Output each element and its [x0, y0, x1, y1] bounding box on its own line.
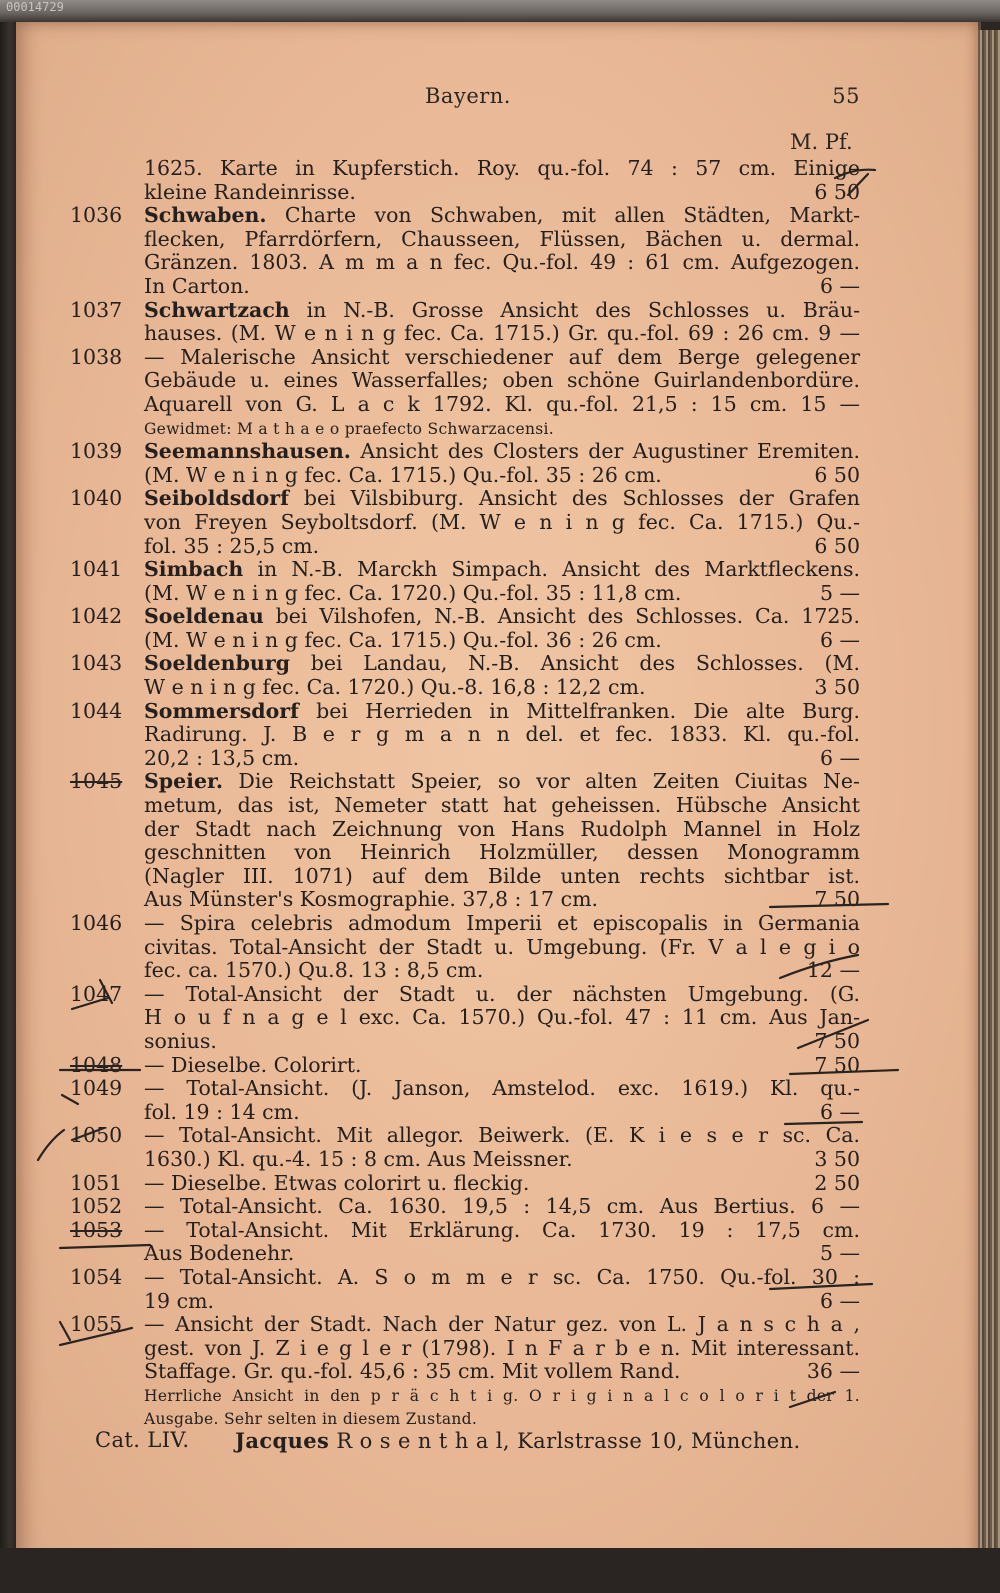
catalogue-line	[70, 912, 860, 936]
lot-description	[144, 794, 860, 818]
lot-description	[144, 275, 780, 299]
catalogue-line	[70, 204, 860, 228]
lot-description	[144, 959, 780, 983]
catalogue-line	[70, 700, 860, 724]
catalogue-line	[70, 487, 860, 511]
lot-description	[144, 1172, 780, 1196]
lot-text: 19 cm.	[144, 1288, 215, 1313]
lot-number: 1051	[70, 1170, 123, 1195]
lot-place-name: Soeldenburg	[144, 651, 290, 676]
catalogue-line	[70, 1030, 860, 1054]
catalogue-line	[70, 464, 860, 488]
lot-description	[144, 464, 780, 488]
lot-text: — Dieselbe. Colorirt.	[144, 1052, 362, 1077]
catalogue-line	[70, 393, 860, 417]
lot-number: 1042	[70, 604, 123, 629]
lot-price: 2 50	[814, 1170, 860, 1195]
lot-number: 1047	[70, 981, 123, 1006]
lot-text: sonius.	[144, 1028, 217, 1053]
catalogue-line	[70, 1195, 860, 1219]
catalogue-line	[70, 841, 860, 865]
catalogue-line	[70, 818, 860, 842]
catalogue-line	[70, 1360, 860, 1384]
lot-text: kleine Randeinrisse.	[144, 179, 356, 204]
lot-number: 1040	[70, 486, 123, 511]
lot-description	[144, 1337, 860, 1361]
catalogue-line	[70, 440, 860, 464]
lot-description	[144, 605, 860, 629]
lot-text: H o u f n a g e l exc. Ca. 1570.) Qu.-fol. 47 : 11 cm. Aus Jan-	[144, 1005, 860, 1030]
lot-description	[144, 1313, 860, 1337]
lot-price: 6 —	[819, 273, 860, 298]
catalogue-line	[70, 1266, 860, 1290]
lot-text: Gebäude u. eines Wasserfalles; oben schöne Guirlandenbordüre.	[144, 368, 860, 393]
catalogue-line	[70, 983, 860, 1007]
lot-text: Gränzen. 1803. A m m a n fec. Qu.-fol. 49 : 61 cm. Aufgezogen.	[144, 250, 860, 275]
catalogue-line	[70, 770, 860, 794]
lot-description	[144, 747, 780, 771]
lot-text: Gewidmet: M a t h a e o praefecto Schwarzacensi.	[144, 419, 555, 438]
lot-place-name: Simbach	[144, 557, 244, 582]
lot-text: in N.-B. Grosse Ansicht des Schlosses u. Bräu-	[289, 297, 860, 322]
lot-number: 1048	[70, 1052, 123, 1077]
lot-text: — Total-Ansicht. Ca. 1630. 19,5 : 14,5 cm. Aus Bertius. 6 —	[144, 1194, 860, 1219]
lot-description	[144, 983, 860, 1007]
catalogue-line	[70, 1313, 860, 1337]
lot-place-name: Speier.	[144, 769, 224, 794]
lot-text: — Ansicht der Stadt. Nach der Natur gez. von L. J a n s c h a ,	[144, 1312, 860, 1337]
lot-number: 1049	[70, 1076, 123, 1101]
lot-price: 6 50	[814, 462, 860, 487]
lot-description	[144, 888, 780, 912]
lot-place-name: Schwaben.	[144, 203, 267, 228]
lot-text: hauses. (M. W e n i n g fec. Ca. 1715.) Gr. qu.-fol. 69 : 26 cm. 9 —	[144, 321, 860, 346]
catalogue-line	[70, 605, 860, 629]
lot-price: 36 —	[806, 1359, 860, 1384]
lot-description	[144, 582, 780, 606]
lot-description	[144, 1195, 860, 1219]
lot-number: 1045	[70, 769, 123, 794]
lot-price: 6 —	[819, 1099, 860, 1124]
lot-description	[144, 1054, 780, 1078]
lot-description	[144, 1384, 860, 1409]
catalogue-line	[70, 275, 860, 299]
lot-description	[144, 299, 860, 323]
lot-description	[144, 1290, 780, 1314]
catalogue-line	[70, 582, 860, 606]
catalogue-line	[70, 936, 860, 960]
lot-description	[144, 251, 860, 275]
lot-description	[144, 1030, 780, 1054]
lot-number: 1041	[70, 557, 123, 582]
lot-text: bei Vilsbiburg. Ansicht des Schlosses der Grafen	[288, 486, 860, 511]
lot-price: 6 50	[814, 533, 860, 558]
lot-description	[144, 652, 860, 676]
lot-text: fol. 35 : 25,5 cm.	[144, 533, 320, 558]
scan-label: 00014729	[6, 0, 64, 14]
catalogue-line	[70, 747, 860, 771]
lot-text: (M. W e n i n g fec. Ca. 1715.) Qu.-fol. 35 : 26 cm.	[144, 462, 662, 487]
catalogue-line	[70, 1242, 860, 1266]
lot-text: (Nagler III. 1071) auf dem Bilde unten rechts sichtbar ist.	[144, 863, 860, 888]
lot-number: 1055	[70, 1312, 123, 1337]
catalogue-line	[70, 346, 860, 370]
lot-number: 1054	[70, 1264, 123, 1289]
catalogue-line	[70, 1054, 860, 1078]
lot-price: 6 —	[819, 745, 860, 770]
lot-description	[144, 322, 860, 346]
lot-text: Staffage. Gr. qu.-fol. 45,6 : 35 cm. Mit vollem Rand.	[144, 1359, 681, 1384]
catalogue-line	[70, 1101, 860, 1125]
lot-description	[144, 1360, 780, 1384]
lot-number: 1036	[70, 203, 123, 228]
lot-text: Radirung. J. B e r g m a n n del. et fec. 1833. Kl. qu.-fol.	[144, 722, 860, 747]
lot-description	[144, 511, 860, 535]
lot-description	[144, 865, 860, 889]
lot-description	[144, 1101, 780, 1125]
catalogue-line	[70, 369, 860, 393]
lot-price: 12 —	[806, 958, 860, 983]
lot-price: 3 50	[814, 1146, 860, 1171]
publisher-line	[235, 1428, 801, 1453]
lot-description	[144, 1077, 860, 1101]
catalogue-line	[70, 1148, 860, 1172]
lot-text: — Total-Ansicht. Mit Erklärung. Ca. 1730. 19 : 17,5 cm.	[144, 1217, 860, 1242]
lot-description	[144, 676, 780, 700]
lot-text: fol. 19 : 14 cm.	[144, 1099, 300, 1124]
lot-place-name: Seiboldsdorf	[144, 486, 289, 511]
lot-text: gest. von J. Z i e g l e r (1798). I n F a r b e n. Mit interessant.	[144, 1335, 860, 1360]
lot-text: (M. W e n i n g fec. Ca. 1720.) Qu.-fol. 35 : 11,8 cm.	[144, 580, 682, 605]
catalogue-entries	[70, 157, 860, 1431]
lot-price: 7 50	[814, 1028, 860, 1053]
catalogue-line	[70, 629, 860, 653]
catalogue-line	[70, 1077, 860, 1101]
lot-place-name: Soeldenau	[144, 604, 264, 629]
lot-text: In Carton.	[144, 273, 250, 298]
lot-price: 3 50	[814, 675, 860, 700]
lot-description	[144, 841, 860, 865]
lot-text: — Total-Ansicht. (J. Janson, Amstelod. exc. 1619.) Kl. qu.-	[144, 1076, 860, 1101]
lot-description	[144, 1124, 860, 1148]
lot-text: Herrliche Ansicht in den p r ä c h t i g. O r i g i n a l c o l o r i t der 1.	[144, 1386, 860, 1405]
lot-description	[144, 912, 860, 936]
catalogue-line	[70, 1384, 860, 1408]
catalogue-line	[70, 299, 860, 323]
lot-description	[144, 204, 860, 228]
catalogue-line	[70, 959, 860, 983]
publisher-first-name: Jacques	[235, 1428, 330, 1453]
lot-text: (M. W e n i n g fec. Ca. 1715.) Qu.-fol. 36 : 26 cm.	[144, 627, 662, 652]
lot-text: civitas. Total-Ansicht der Stadt u. Umgebung. (Fr. V a l e g i o	[144, 934, 860, 959]
lot-number: 1038	[70, 344, 123, 369]
lot-price: 6 —	[819, 627, 860, 652]
lot-description	[144, 535, 780, 559]
lot-text: Ansicht des Closters der Augustiner Eremiten.	[350, 439, 860, 464]
lot-description	[144, 629, 780, 653]
lot-description	[144, 1219, 860, 1243]
lot-price: 7 50	[814, 887, 860, 912]
catalogue-line	[70, 652, 860, 676]
lot-text: — Dieselbe. Etwas colorirt u. fleckig.	[144, 1170, 530, 1195]
scan-bottom-band	[0, 1548, 1000, 1593]
page-header	[60, 84, 860, 114]
lot-text: Aquarell von G. L a c k 1792. Kl. qu.-fol. 21,5 : 15 cm. 15 —	[144, 391, 860, 416]
catalogue-line	[70, 251, 860, 275]
lot-number: 1043	[70, 651, 123, 676]
catalogue-line	[70, 1172, 860, 1196]
lot-number: 1046	[70, 911, 123, 935]
lot-description	[144, 440, 860, 464]
lot-description	[144, 1242, 780, 1266]
lot-text: flecken, Pfarrdörfern, Chausseen, Flüssen, Bächen u. dermal.	[144, 226, 860, 251]
lot-text: bei Herrieden in Mittelfranken. Die alte Burg.	[298, 698, 860, 723]
lot-text: in N.-B. Marckh Simpach. Ansicht des Marktfleckens.	[243, 557, 860, 582]
lot-text: fec. ca. 1570.) Qu.8. 13 : 8,5 cm.	[144, 958, 484, 983]
lot-text: — Total-Ansicht. Mit allegor. Beiwerk. (E. K i e s e r sc. Ca.	[144, 1123, 860, 1148]
lot-description	[144, 818, 860, 842]
lot-text: Ausgabe. Sehr selten in diesem Zustand.	[144, 1410, 478, 1429]
lot-description	[144, 700, 860, 724]
lot-price: 6 —	[819, 1288, 860, 1313]
catalogue-line	[70, 181, 860, 205]
lot-text: bei Vilshofen, N.-B. Ansicht des Schlosses. Ca. 1725.	[263, 604, 860, 629]
book-page-edges	[978, 30, 1000, 1570]
lot-number: 1039	[70, 439, 123, 464]
lot-text: 20,2 : 13,5 cm.	[144, 745, 300, 770]
scanner-top-strip	[0, 0, 1000, 22]
price-column-heading: M. Pf.	[790, 130, 853, 154]
lot-number: 1037	[70, 297, 123, 322]
publisher-address: R o s e n t h a l, Karlstrasse 10, München.	[336, 1429, 801, 1453]
lot-text: Charte von Schwaben, mit allen Städten, Markt-	[266, 203, 860, 228]
catalogue-line	[70, 322, 860, 346]
catalogue-line	[70, 417, 860, 441]
catalogue-line	[70, 888, 860, 912]
lot-text: Aus Münster's Kosmographie. 37,8 : 17 cm.	[144, 887, 599, 912]
lot-number: 1053	[70, 1217, 123, 1242]
catalogue-line	[70, 157, 860, 181]
catalogue-line	[70, 1006, 860, 1030]
lot-price: 7 50	[814, 1052, 860, 1077]
catalogue-line	[70, 794, 860, 818]
lot-place-name: Seemannshausen.	[144, 439, 351, 464]
catalogue-line	[70, 1219, 860, 1243]
catalogue-line	[70, 535, 860, 559]
lot-place-name: Schwartzach	[144, 297, 290, 322]
lot-text: W e n i n g fec. Ca. 1720.) Qu.-8. 16,8 : 12,2 cm.	[144, 675, 646, 700]
catalogue-line	[70, 723, 860, 747]
lot-description	[144, 417, 860, 442]
lot-text: — Total-Ansicht. A. S o m m e r sc. Ca. 1750. Qu.-fol. 30 :	[144, 1264, 860, 1289]
catalogue-line	[70, 511, 860, 535]
lot-description	[144, 723, 860, 747]
lot-description	[144, 1148, 780, 1172]
catalogue-number: Cat. LIV.	[95, 1428, 190, 1452]
lot-text: — Spira celebris admodum Imperii et episcopalis in Germania	[144, 911, 860, 935]
lot-price: 6 50	[814, 179, 860, 204]
lot-place-name: Sommersdorf	[144, 698, 299, 723]
running-title: Bayern.	[425, 84, 511, 108]
lot-number: 1052	[70, 1194, 123, 1219]
catalogue-line	[70, 228, 860, 252]
lot-description	[144, 369, 860, 393]
lot-text: metum, das ist, Nemeter statt hat geheissen. Hübsche Ansicht	[144, 793, 860, 818]
lot-text: 1630.) Kl. qu.-4. 15 : 8 cm. Aus Meissner.	[144, 1146, 573, 1171]
lot-text: 1625. Karte in Kupferstich. Roy. qu.-fol. 74 : 57 cm. Einige	[144, 156, 860, 180]
catalogue-line	[70, 1290, 860, 1314]
lot-text: — Total-Ansicht der Stadt u. der nächsten Umgebung. (G.	[144, 981, 860, 1006]
lot-description	[144, 228, 860, 252]
lot-description	[144, 346, 860, 370]
lot-text: der Stadt nach Zeichnung von Hans Rudolph Mannel in Holz	[144, 816, 860, 841]
lot-text: Aus Bodenehr.	[144, 1241, 295, 1266]
lot-description	[144, 393, 860, 417]
lot-description	[144, 558, 860, 582]
catalogue-line	[70, 865, 860, 889]
lot-number: 1050	[70, 1123, 123, 1148]
lot-description	[144, 1006, 860, 1030]
lot-text: bei Landau, N.-B. Ansicht des Schlosses. (M.	[289, 651, 860, 676]
lot-description	[144, 1266, 860, 1290]
lot-price: 5 —	[819, 580, 860, 605]
lot-number: 1044	[70, 698, 123, 723]
lot-text: geschnitten von Heinrich Holzmüller, dessen Monogramm	[144, 840, 860, 865]
catalogue-line	[70, 676, 860, 700]
catalogue-line	[70, 1124, 860, 1148]
lot-description	[144, 157, 860, 181]
lot-text: Die Reichstatt Speier, so vor alten Zeiten Ciuitas Ne-	[223, 769, 860, 794]
lot-description	[144, 487, 860, 511]
lot-description	[144, 181, 780, 205]
page-number: 55	[832, 84, 860, 108]
catalogue-line	[70, 1337, 860, 1361]
lot-price: 5 —	[819, 1241, 860, 1266]
lot-description	[144, 936, 860, 960]
lot-description	[144, 770, 860, 794]
catalogue-line	[70, 558, 860, 582]
lot-text: von Freyen Seyboltsdorf. (M. W e n i n g fec. Ca. 1715.) Qu.-	[144, 509, 860, 534]
lot-text: — Malerische Ansicht verschiedener auf dem Berge gelegener	[144, 344, 860, 369]
